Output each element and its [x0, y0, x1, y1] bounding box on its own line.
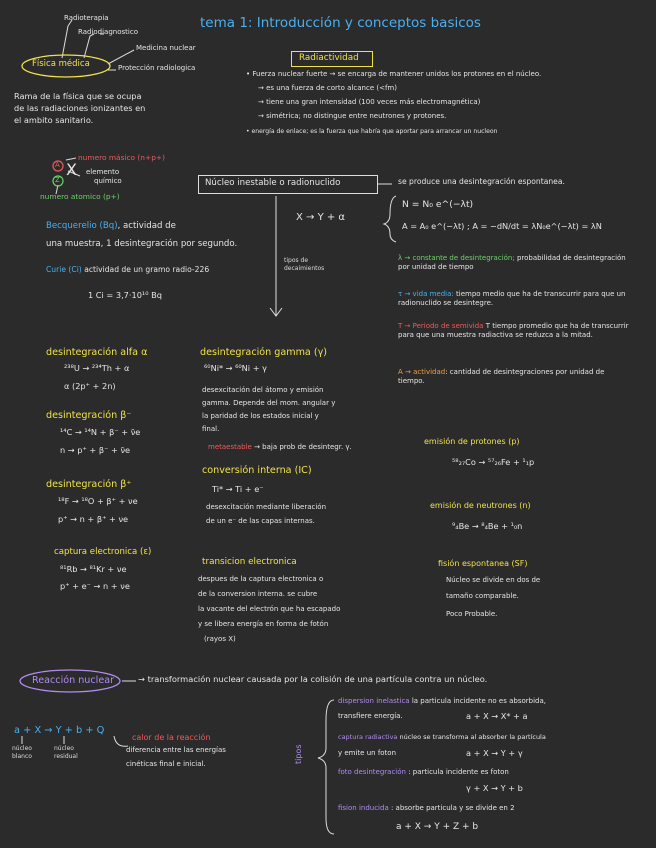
branch-medicina-nuclear: Medicina nuclear — [136, 44, 196, 52]
nucleo-residual-1: núcleo — [54, 745, 74, 752]
ic-eq: Ti* → Ti + e⁻ — [212, 484, 264, 494]
radionuclido-label: Núcleo inestable o radionuclido — [205, 178, 341, 188]
nucleo-residual-2: residual — [54, 753, 78, 760]
nucleo-blanco-1: núcleo — [12, 745, 32, 752]
atomic-number-label: numero atomico (p+) — [40, 192, 120, 201]
definition-lambda: λ → constante de desintegración; probabilidad de desintegración por unidad de tiempo — [398, 254, 626, 272]
transicion-text-4: y se libera energía en forma de fotón — [198, 620, 329, 628]
tipos-decaimiento-2: decaimientos — [284, 265, 325, 272]
radiactividad-bullet-1: • Fuerza nuclear fuerte → se encarga de mantener unidos los protones en el núcleo. — [246, 70, 542, 78]
transicion-text-3: la vacante del electrón que ha escapado — [198, 605, 341, 613]
radiactividad-bullet-3: → tiene una gran intensidad (100 veces más electromagnética) — [258, 98, 481, 106]
decay-ec-eq-1: ⁸¹Rb → ⁸¹Kr + νe — [60, 564, 127, 574]
tipo-dispersion-line-1: dispersion inelastica la particula incidente no es absorbida, — [338, 697, 546, 705]
ic-text-1: desexcitación mediante liberación — [206, 503, 327, 511]
transicion-text-2: de la conversion interna. se cubre — [198, 590, 318, 598]
element-label: elemento — [86, 168, 120, 176]
branch-proteccion: Protección radiologica — [118, 64, 196, 72]
gamma-text-1: desexcitación del átomo y emisión — [202, 386, 324, 394]
radionuclido-result: se produce una desintegración espontanea. — [398, 177, 565, 186]
tipo-fision-eq: a + X → Y + Z + b — [396, 822, 479, 832]
emision-protones-title: emisión de protones (p) — [424, 437, 520, 446]
nuclide-A: A — [55, 161, 60, 169]
decay-beta-plus-eq-2: p⁺ → n + β⁺ + νe — [58, 514, 129, 524]
emision-neutrones-eq: ⁹₄Be → ⁸₄Be + ¹₀n — [452, 521, 523, 531]
q-label: calor de la reacción — [132, 733, 211, 742]
radiactividad-bullet-4: → simétrica; no distingue entre neutrones y protones. — [258, 112, 447, 120]
ic-title: conversión interna (IC) — [202, 465, 312, 476]
fision-title: fisión espontanea (SF) — [438, 559, 528, 568]
fisica-def-line-2: de las radiaciones ionizantes en — [14, 103, 146, 113]
fisica-medica-label: Física médica — [32, 59, 90, 69]
decay-beta-plus-title: desintegración β⁺ — [46, 479, 132, 490]
metaestable-line: metaestable → baja prob de desintegr. γ. — [208, 443, 352, 451]
decay-ec-title: captura electronica (ε) — [54, 547, 152, 557]
branch-radioterapia: Radioterapia — [64, 14, 109, 22]
decay-reaction: X → Y + α — [296, 212, 346, 223]
tipo-captura-line-2: y emite un foton — [338, 749, 397, 757]
equation-N: N = N₀ e^(−λt) — [402, 199, 474, 210]
nuclide-Z: Z — [55, 176, 60, 184]
decay-alpha-eq-1: ²³⁸U → ²³⁴Th + α — [64, 363, 130, 373]
gamma-text-4: final. — [202, 425, 220, 433]
fision-text-2: tamaño comparable. — [446, 592, 519, 600]
fisica-def-line-1: Rama de la física que se ocupa — [14, 91, 142, 101]
gamma-text-2: gamma. Depende del mom. angular y — [202, 399, 336, 407]
equation-A: A = A₀ e^(−λt) ; A = −dN/dt = λN₀e^(−λt) = λN — [402, 221, 602, 231]
decay-alpha-title: desintegración alfa α — [46, 347, 148, 358]
tipo-fision-line-1: fision inducida : absorbe particula y se divide en 2 — [338, 804, 515, 812]
q-text-2: cinéticas final e inicial. — [126, 760, 206, 768]
reaccion-eq: a + X → Y + b + Q — [14, 725, 105, 736]
curie-value: 1 Ci = 3,7·10¹⁰ Bq — [88, 290, 162, 300]
fision-text-1: Núcleo se divide en dos de — [446, 576, 541, 584]
becquerel-line-1: Becquerelio (Bq), actividad de — [46, 221, 176, 231]
decay-alpha-eq-2: α (2p⁺ + 2n) — [64, 381, 116, 391]
decay-beta-minus-eq-2: n → p⁺ + β⁻ + ν̄e — [60, 445, 131, 455]
transicion-title: transicion electronica — [202, 557, 297, 567]
radiactividad-label: Radiactividad — [299, 53, 359, 63]
reaccion-label: Reacción nuclear — [32, 675, 115, 686]
decay-beta-minus-title: desintegración β⁻ — [46, 410, 132, 421]
decay-beta-minus-eq-1: ¹⁴C → ¹⁴N + β⁻ + ν̄e — [60, 427, 141, 437]
gamma-text-3: la paridad de los estados inicial y — [202, 412, 319, 420]
tipo-dispersion-eq: a + X → X* + a — [466, 711, 528, 721]
becquerel-line-2: una muestra, 1 desintegración por segundo. — [46, 239, 238, 249]
nucleo-blanco-2: blanco — [12, 753, 32, 760]
fision-text-3: Poco Probable. — [446, 610, 498, 618]
radiactividad-bullet-2: → es una fuerza de corto alcance (<fm) — [258, 84, 397, 92]
branch-radiodiagnostico: Radiodiagnostico — [78, 28, 138, 36]
tipo-dispersion-line-2: transfiere energía. — [338, 712, 403, 720]
curie-line: Curie (Ci) actividad de un gramo radio-226 — [46, 265, 210, 274]
definition-tau: τ → vida media: tiempo medio que ha de transcurrir para que un radionuclido se desintegre. — [398, 290, 626, 308]
tipo-captura-eq: a + X → Y + γ — [466, 748, 523, 758]
definition-T: T → Periodo de semivida T tiempo promedio que ha de transcurrir para que una muestra radiactiva se reduzca a la mitad. — [398, 322, 629, 340]
decay-beta-plus-eq-1: ¹⁸F → ¹⁸O + β⁺ + νe — [58, 496, 138, 506]
definition-A: A → actividad: cantidad de desintegraciones por unidad de tiempo. — [398, 368, 605, 386]
gamma-title: desintegración gamma (γ) — [200, 347, 328, 358]
radiactividad-bullet-5: • energía de enlace; es la fuerza que habría que aportar para arrancar un nucleon — [246, 128, 498, 135]
transicion-text-1: despues de la captura electronica o — [198, 575, 324, 583]
reaccion-def: → transformación nuclear causada por la colisión de una partícula contra un núcleo. — [138, 674, 488, 684]
q-text-1: diferencia entre las energías — [126, 746, 226, 754]
nuclide-X: X — [66, 160, 77, 179]
gamma-eq: ⁶⁰Ni* → ⁶⁰Ni + γ — [204, 363, 267, 373]
fisica-def-line-3: el ambito sanitario. — [14, 115, 94, 125]
emision-protones-eq: ⁵⁸₂₇Co → ⁵⁷₂₆Fe + ¹₁p — [452, 457, 535, 467]
emision-neutrones-title: emisión de neutrones (n) — [430, 501, 531, 510]
mass-number-label: numero másico (n+p+) — [78, 153, 165, 162]
transicion-text-5: (rayos X) — [204, 635, 236, 643]
tipo-foto-eq: γ + X → Y + b — [466, 783, 523, 793]
tipo-foto-line-1: foto desintegración : particula incidente es foton — [338, 768, 509, 776]
chemical-label: químico — [94, 177, 122, 185]
ic-text-2: de un e⁻ de las capas internas. — [206, 517, 315, 525]
tipos-label: tipos — [294, 744, 303, 764]
decay-ec-eq-2: p⁺ + e⁻ → n + νe — [60, 581, 130, 591]
tipos-decaimiento-1: tipos de — [284, 257, 309, 264]
page-title: tema 1: Introducción y conceptos basicos — [200, 15, 481, 31]
tipo-captura-line-1: captura radiactiva núcleo se transforma al absorber la partícula — [338, 733, 546, 741]
